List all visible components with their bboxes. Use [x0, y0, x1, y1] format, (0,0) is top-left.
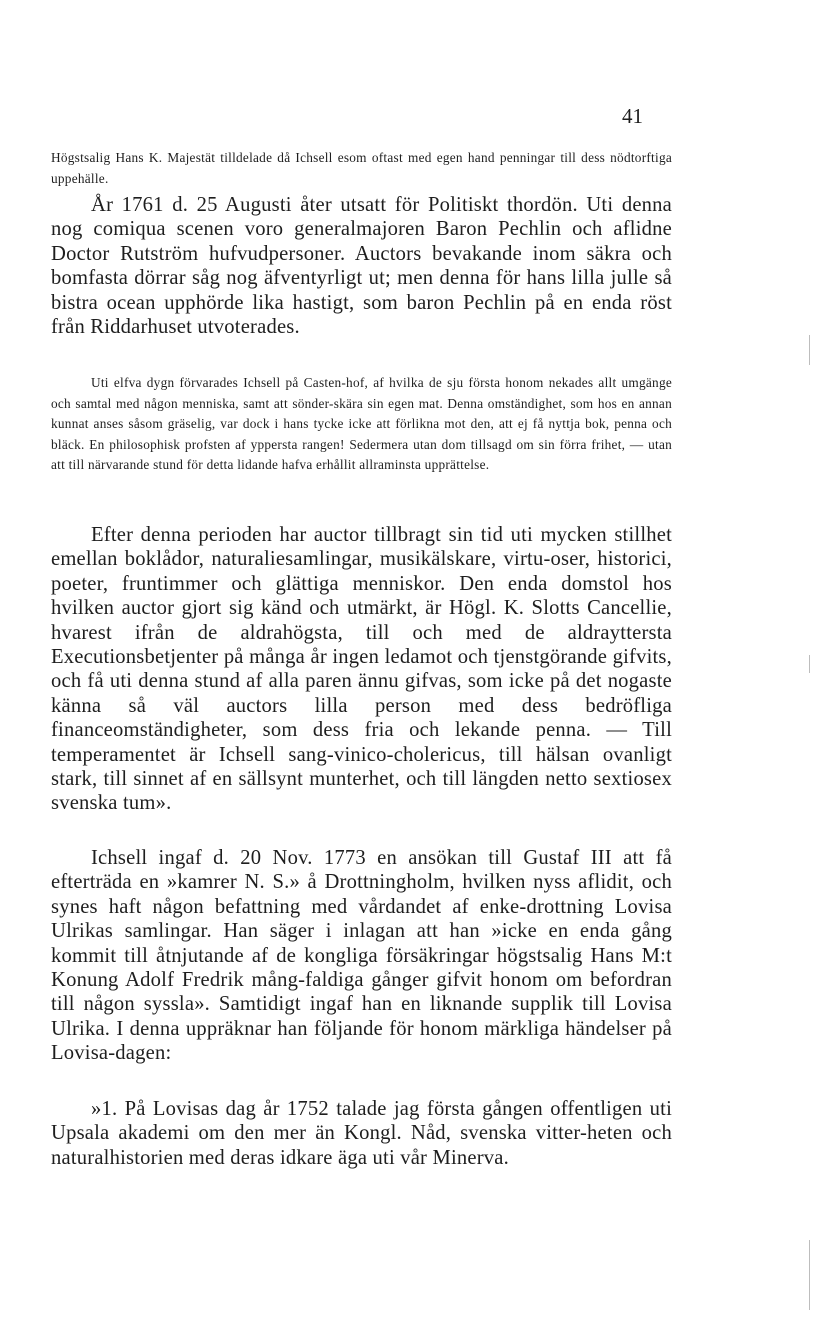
body-paragraph-2: Efter denna perioden har auctor tillbragt sin tid uti mycken stillhet emellan boklådor, naturaliesamlingar, musikälskare, virtu-oser, historici, poeter, fruntimmer och glättiga menniskor. Den enda domstol hos hvilken auctor gjort sig känd och utmärkt, är Högl. K. Slotts Cancellie, hvarest ifrån de aldrahögsta, till och med de aldrayttersta Executionsbetjenter på många år ingen ledamot och tjenstgörande gifvits, och få uti denna stund af alla paren ännu gifvas, som icke på det nogaste känna så väl auctors lilla person med dess bedröfliga financeomständigheter, som dess fria och lekande penna. — Till temperamentet är Ichsell sang-vinico-cholericus, till hälsan ovanligt stark, till sinnet af en sällsynt munterhet, och till längden netto sextiosex svenska tum». — [51, 524, 672, 815]
scan-edge-mark — [809, 655, 810, 673]
footnote-paragraph-2: Uti elfva dygn förvarades Ichsell på Casten-hof, af hvilka de sju första honom nekades allt umgänge och samtal med någon menniska, samt att sönder-skära sin egen mat. Denna omständighet, som hos en annan kunnat anses såsom gräselig, var dock i hans tycke icke att förlikna mot den, att ej få nyttja bok, penna och bläck. En philosophisk profsten af yppersta rangen! Sedermera utan dom tillsagd om sin förra frihet, — utan att till närvarande stund för detta lidande hafva erhållit allraminsta upprättelse. — [51, 375, 672, 472]
footnote-paragraph-1: Högstsalig Hans K. Majestät tilldelade då Ichsell esom oftast med egen hand penningar till dess nödtorftiga uppehälle. — [51, 150, 672, 186]
body-paragraph-1: År 1761 d. 25 Augusti åter utsatt för Politiskt thordön. Uti denna nog comiqua scenen voro generalmajoren Baron Pechlin och aflidne Doctor Rutström hufvudpersoner. Auctors bevakande inom säkra och bomfasta dörrar såg nog äfventyrligt ut; men denna för hans lilla julle så bistra ocean upphörde lika hastigt, som baron Pechlin på en enda röst från Riddarhuset utvoterades. — [51, 194, 672, 339]
scan-edge-mark — [809, 335, 810, 365]
body-paragraph-4: »1. På Lovisas dag år 1752 talade jag första gången offentligen uti Upsala akademi om den mer än Kongl. Nåd, svenska vitter-heten och naturalhistorien med deras idkare äga uti vår Minerva. — [51, 1098, 672, 1169]
body-paragraph-3: Ichsell ingaf d. 20 Nov. 1773 en ansökan till Gustaf III att få efterträda en »kamrer N. S.» å Drottningholm, hvilken nyss aflidit, och synes haft någon befattning med vårdandet af enke-drottning Lovisa Ulrikas samlingar. Han säger i inlagan att han »icke en enda gång kommit till åtnjutande af de kongliga försäkringar högstsalig Hans M:t Konung Adolf Fredrik mång-faldiga gånger gifvit honom om befordran till någon syssla». Samtidigt ingaf han en liknande supplik till Lovisa Ulrika. I denna uppräknar han följande för honom märkliga händelser på Lovisa-dagen: — [51, 847, 672, 1065]
scan-edge-mark — [809, 1240, 810, 1310]
page-number: 41 — [622, 104, 643, 128]
